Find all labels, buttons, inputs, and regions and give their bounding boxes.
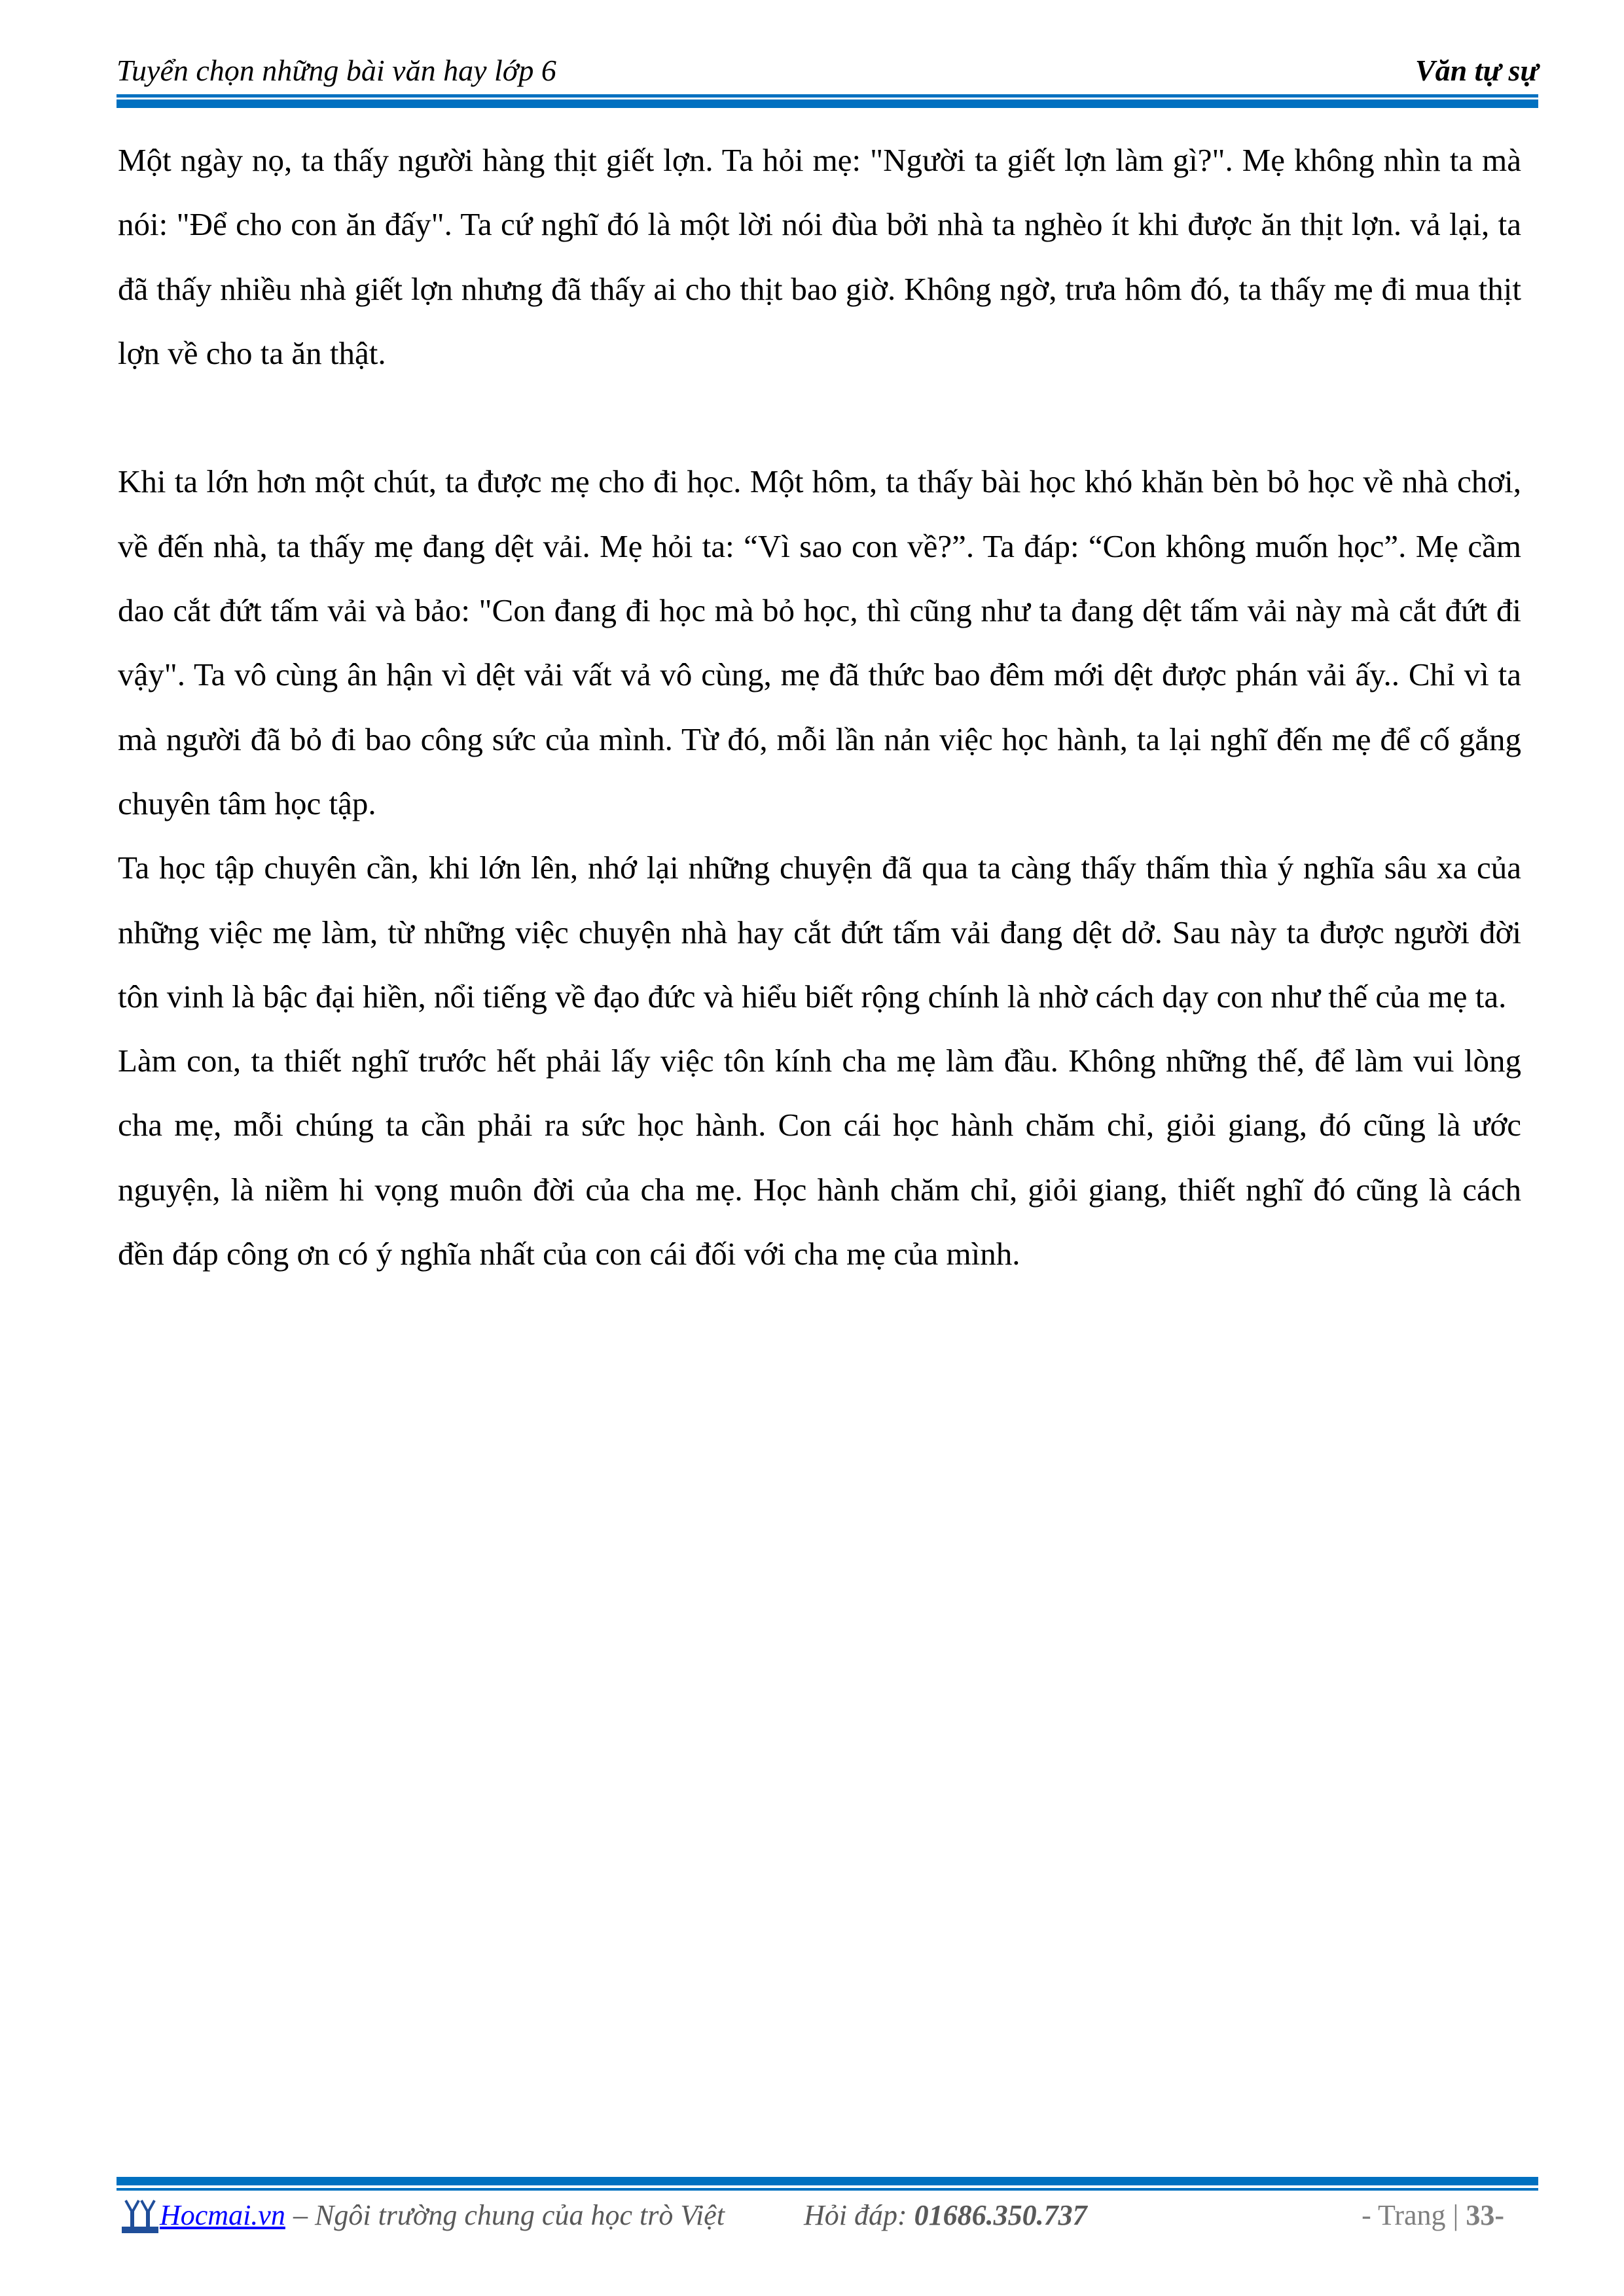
- page-header: [117, 51, 1538, 90]
- page-footer: [117, 2193, 1504, 2238]
- paragraph: Ta học tập chuyên cần, khi lớn lên, nhớ lại những chuyện đã qua ta càng thấy thấm thìa ý nghĩa sâu xa của những việc mẹ làm, từ những việc chuyện nhà hay cắt đứt tấm vải đang dệt dở. Sau này ta được người đời tôn vinh là bậc đại hiền, nổi tiếng về đạo đức và hiểu biết rộng chính là nhờ cách dạy con như thế của mẹ ta.: [118, 850, 1521, 1014]
- blank-line: [118, 386, 1521, 450]
- contact-phone: 01686.350.737: [914, 2199, 1087, 2231]
- page-prefix: - Trang |: [1362, 2199, 1466, 2231]
- header-rule-thick: [117, 99, 1538, 108]
- footer-contact: [804, 2193, 1087, 2238]
- paragraph: Khi ta lớn hơn một chút, ta được mẹ cho đi học. Một hôm, ta thấy bài học khó khăn bèn bỏ học về nhà chơi, về đến nhà, ta thấy mẹ đang dệt vải. Mẹ hỏi ta: “Vì sao con về?”. Ta đáp: “Con không muốn học”. Mẹ cầm dao cắt đứt tấm vải và bảo: "Con đang đi học mà bỏ học, thì cũng như ta đang dệt tấm vải này mà cắt đứt đi vậy". Ta vô cùng ân hận vì dệt vải vất vả vô cùng, mẹ đã thức bao đêm mới dệt được phán vải ấy.. Chỉ vì ta mà người đã bỏ đi bao công sức của mình. Từ đó, mỗi lần nản việc học hành, ta lại nghĩ đến mẹ để cố gắng chuyên tâm học tập.: [118, 463, 1521, 821]
- page-number: [1362, 2193, 1504, 2238]
- footer-rule-thin: [117, 2188, 1538, 2191]
- paragraph: Một ngày nọ, ta thấy người hàng thịt giết lợn. Ta hỏi mẹ: "Người ta giết lợn làm gì?". Mẹ không nhìn ta mà nói: "Để cho con ăn đấy". Ta cứ nghĩ đó là một lời nói đùa bởi nhà ta nghèo ít khi được ăn thịt lợn. vả lại, ta đã thấy nhiều nhà giết lợn nhưng đã thấy ai cho thịt bao giờ. Không ngờ, trưa hôm đó, ta thấy mẹ đi mua thịt lợn về cho ta ăn thật.: [118, 142, 1521, 371]
- paragraph: Làm con, ta thiết nghĩ trước hết phải lấy việc tôn kính cha mẹ làm đầu. Không những thế, để làm vui lòng cha mẹ, mỗi chúng ta cần phải ra sức học hành. Con cái học hành chăm chỉ, giỏi giang, đó cũng là ước nguyện, là niềm hi vọng muôn đời của cha mẹ. Học hành chăm chỉ, giỏi giang, thiết nghĩ đó cũng là cách đền đáp công ơn có ý nghĩa nhất của con cái đối với cha mẹ của mình.: [118, 1043, 1521, 1272]
- page-number-value: 33-: [1466, 2199, 1504, 2231]
- header-rule-thin: [117, 94, 1538, 98]
- header-section: Văn tự sự: [1415, 54, 1538, 87]
- header-title: Tuyển chọn những bài văn hay lớp 6: [117, 54, 556, 87]
- contact-label: Hỏi đáp:: [804, 2199, 914, 2231]
- hocmai-link[interactable]: Hocmai.vn: [160, 2199, 285, 2231]
- document-body: [118, 128, 1521, 1286]
- footer-slogan: – Ngôi trường chung của học trò Việt: [293, 2199, 725, 2231]
- hocmai-logo-icon: [120, 2198, 160, 2234]
- footer-rule-thick: [117, 2177, 1538, 2185]
